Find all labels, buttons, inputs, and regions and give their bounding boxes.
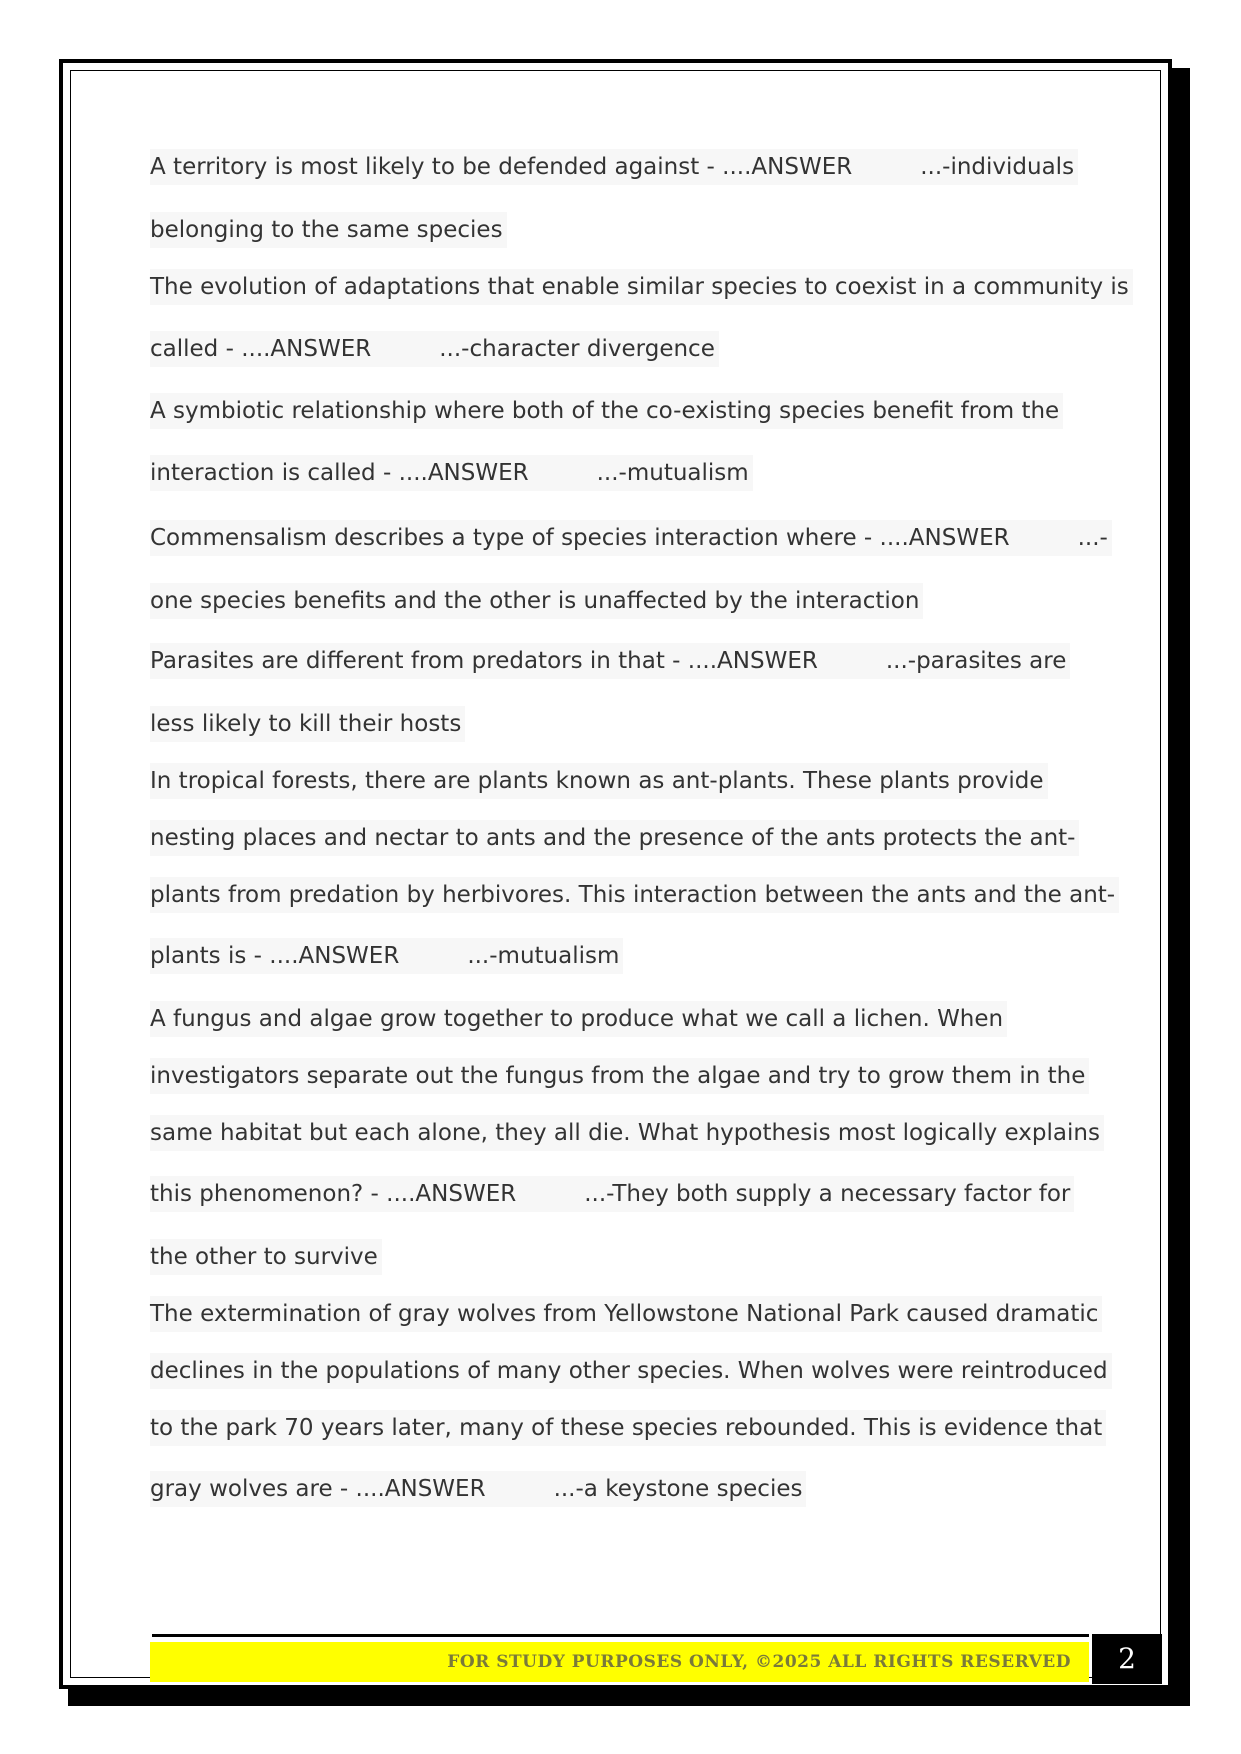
question-text: gray wolves are - ....ANSWER (150, 1476, 486, 1502)
qa-line (150, 393, 1063, 429)
qa-line (150, 820, 1079, 856)
qa-line (150, 1239, 382, 1275)
qa-line (150, 706, 465, 742)
qa-line (150, 1353, 1112, 1389)
qa-line (150, 1410, 1106, 1446)
question-text: same habitat but each alone, they all die. What hypothesis most logically explains (150, 1120, 1100, 1146)
answer-continuation: less likely to kill their hosts (150, 711, 462, 737)
answer-continuation: the other to survive (150, 1244, 378, 1270)
qa-line (150, 1296, 1102, 1332)
qa-line (150, 1471, 806, 1507)
answer-text: ...-mutualism (467, 943, 620, 969)
footer-copyright: FOR STUDY PURPOSES ONLY, ©2025 ALL RIGHTS RESERVED (150, 1642, 1089, 1682)
question-text: investigators separate out the fungus from the algae and try to grow them in the (150, 1063, 1086, 1089)
answer-text: ...-individuals (920, 154, 1075, 180)
qa-line (150, 583, 923, 619)
question-text: The evolution of adaptations that enable similar species to coexist in a community is (150, 274, 1129, 300)
qa-line (150, 877, 1119, 913)
qa-line (150, 763, 1048, 799)
qa-line (150, 212, 507, 248)
question-text: In tropical forests, there are plants known as ant-plants. These plants provide (150, 768, 1044, 794)
question-text: to the park 70 years later, many of these species rebounded. This is evidence that (150, 1415, 1103, 1441)
qa-line (150, 1058, 1089, 1094)
answer-text: ...-They both supply a necessary factor for (584, 1181, 1071, 1207)
qa-line (150, 455, 753, 491)
question-text: plants from predation by herbivores. This interaction between the ants and the ant- (150, 882, 1116, 908)
qa-line (150, 1001, 1007, 1037)
answer-text: ...- (1077, 525, 1108, 551)
qa-line (150, 643, 1070, 679)
qa-line (150, 1176, 1074, 1212)
answer-continuation: one species benefits and the other is unaffected by the interaction (150, 588, 920, 614)
question-text: declines in the populations of many other species. When wolves were reintroduced (150, 1358, 1108, 1384)
question-text: plants is - ....ANSWER (150, 943, 400, 969)
answer-text: ...-character divergence (439, 336, 715, 362)
question-text: A territory is most likely to be defended against - ....ANSWER (150, 154, 853, 180)
question-text: this phenomenon? - ....ANSWER (150, 1181, 517, 1207)
qa-line (150, 938, 623, 974)
question-text: interaction is called - ....ANSWER (150, 460, 529, 486)
question-text: Commensalism describes a type of species interaction where - ....ANSWER (150, 525, 1010, 551)
qa-line (150, 1115, 1104, 1151)
footer-rule (152, 1634, 1089, 1637)
answer-continuation: belonging to the same species (150, 217, 503, 243)
qa-line (150, 269, 1133, 305)
answer-text: ...-mutualism (596, 460, 749, 486)
question-text: A symbiotic relationship where both of the co-existing species benefit from the (150, 398, 1060, 424)
question-text: called - ....ANSWER (150, 336, 372, 362)
qa-line (150, 331, 719, 367)
qa-line (150, 520, 1112, 556)
page-number: 2 (1092, 1634, 1162, 1684)
question-text: The extermination of gray wolves from Yellowstone National Park caused dramatic (150, 1301, 1099, 1327)
answer-text: ...-a keystone species (553, 1476, 803, 1502)
question-text: Parasites are different from predators in that - ....ANSWER (150, 648, 818, 674)
question-text: A fungus and algae grow together to produce what we call a lichen. When (150, 1006, 1004, 1032)
answer-text: ...-parasites are (885, 648, 1067, 674)
question-text: nesting places and nectar to ants and the presence of the ants protects the ant- (150, 825, 1076, 851)
qa-line (150, 149, 1078, 185)
